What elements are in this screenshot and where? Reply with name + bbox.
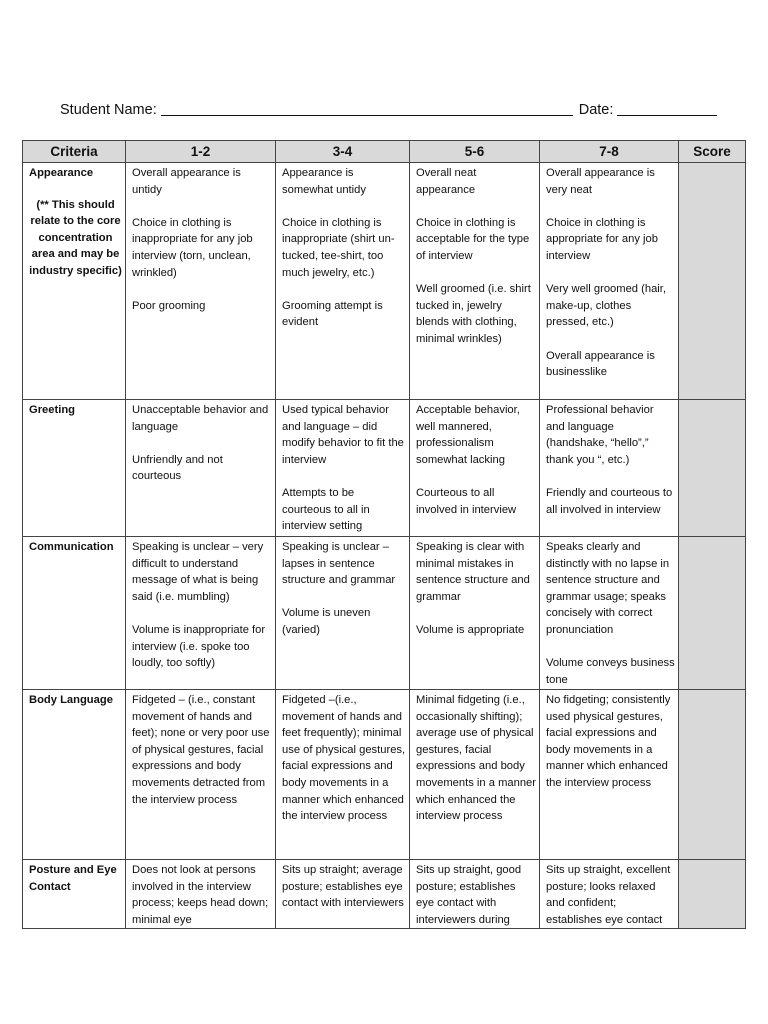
cell-text: Speaking is unclear – lapses in sentence structure and grammar — [282, 541, 396, 587]
rubric-cell — [276, 690, 410, 860]
rubric-cell — [540, 537, 679, 690]
header-score: Score — [679, 141, 746, 163]
score-cell[interactable] — [679, 163, 746, 400]
rubric-cell — [410, 860, 540, 929]
cell-text: Overall appearance is businesslike — [546, 349, 655, 379]
rubric-cell — [126, 400, 276, 537]
rubric-cell — [410, 163, 540, 400]
cell-text: Minimal fidgeting (i.e., occasionally shifting); average use of physical gestures, facial expressions and body movements in a manner which enhanced the interview process — [416, 694, 537, 823]
cell-text: No fidgeting; consistently used physical gestures, facial expressions and body movements in a manner which enhanced the interview process — [546, 694, 671, 789]
cell-text: Volume is appropriate — [416, 623, 525, 636]
header-score-5-6: 5-6 — [410, 141, 540, 163]
table-row — [23, 400, 746, 537]
cell-text: Does not look at persons involved in the interview process; keeps head down; minimal eye — [132, 864, 269, 926]
criteria-cell — [23, 537, 126, 690]
cell-text: Speaking is unclear – very difficult to understand message of what is being said (i.e. mumbling) — [132, 541, 264, 603]
cell-text: Choice in clothing is inappropriate (shirt un-tucked, tee-shirt, too much jewelry, etc.) — [282, 216, 395, 279]
score-cell[interactable] — [679, 690, 746, 860]
rubric-cell — [540, 860, 679, 929]
table-row — [23, 163, 746, 400]
cell-text: Appearance is somewhat untidy — [282, 167, 366, 196]
criteria-label: Communication — [29, 541, 114, 553]
criteria-cell — [23, 860, 126, 929]
rubric-cell — [276, 400, 410, 537]
student-name-field[interactable] — [161, 101, 573, 116]
cell-text: Courteous to all involved in interview — [416, 486, 517, 516]
cell-text: Choice in clothing is inappropriate for any job interview (torn, unclean, wrinkled) — [132, 216, 253, 279]
rubric-cell — [410, 690, 540, 860]
rubric-cell — [276, 537, 410, 690]
cell-text: Used typical behavior and language – did modify behavior to fit the interview — [282, 404, 404, 466]
header-score-7-8: 7-8 — [540, 141, 679, 163]
rubric-cell — [410, 400, 540, 537]
criteria-label: Greeting — [29, 404, 76, 416]
table-header-row — [23, 141, 746, 163]
rubric-cell — [276, 860, 410, 929]
criteria-label: Posture and Eye Contact — [29, 864, 117, 893]
cell-text: Overall appearance is untidy — [132, 167, 241, 196]
criteria-label: Body Language — [29, 694, 113, 706]
criteria-cell — [23, 400, 126, 537]
cell-text: Unfriendly and not courteous — [132, 453, 223, 483]
rubric-cell — [126, 860, 276, 929]
cell-text: Sits up straight; average posture; establishes eye contact with interviewers — [282, 864, 404, 910]
table-row — [23, 537, 746, 690]
cell-text: Very well groomed (hair, make-up, clothes pressed, etc.) — [546, 283, 667, 329]
student-header — [60, 96, 720, 118]
cell-text: Speaks clearly and distinctly with no lapse in sentence structure and grammar usage; speaks concisely with correct pronunciation — [546, 541, 670, 636]
cell-text: Volume conveys business tone — [546, 657, 675, 686]
rubric-cell — [126, 690, 276, 860]
interview-rubric-table — [22, 140, 746, 929]
cell-text: Choice in clothing is appropriate for any job interview — [546, 216, 658, 262]
cell-text: Well groomed (i.e. shirt tucked in, jewelry blends with clothing, minimal wrinkles) — [416, 283, 531, 345]
criteria-label: Appearance — [29, 167, 94, 179]
student-name-label: Student Name: — [60, 102, 157, 118]
rubric-cell — [410, 537, 540, 690]
cell-text: Acceptable behavior, well mannered, professionalism somewhat lacking — [416, 404, 520, 466]
date-label: Date: — [578, 102, 614, 118]
header-score-1-2: 1-2 — [126, 141, 276, 163]
cell-text: Overall appearance is very neat — [546, 167, 655, 196]
cell-text: Professional behavior and language (handshake, “hello”,” thank you “, etc.) — [546, 404, 654, 466]
cell-text: Fidgeted – (i.e., constant movement of hands and feet); none or very poor use of physical gestures, facial expressions and body movements detracted from the interview process — [132, 694, 270, 806]
cell-text: Attempts to be courteous to all in interview setting — [282, 486, 370, 533]
cell-text: Overall neat appearance — [416, 167, 477, 196]
cell-text: Fidgeted –(i.e., movement of hands and feet frequently); minimal use of physical gestures, facial expressions and body movements in a manner which enhanced the interview process — [282, 694, 406, 823]
rubric-cell — [276, 163, 410, 400]
cell-text: Poor grooming — [132, 299, 206, 312]
cell-text: Unacceptable behavior and language — [132, 404, 269, 433]
table-row — [23, 860, 746, 929]
cell-text: Sits up straight, good posture; establishes eye contact with interviewers during — [416, 864, 522, 926]
cell-text: Choice in clothing is acceptable for the type of interview — [416, 216, 530, 262]
score-cell[interactable] — [679, 400, 746, 537]
cell-text: Sits up straight, excellent posture; looks relaxed and confident; establishes eye contact — [546, 864, 671, 926]
criteria-cell — [23, 163, 126, 400]
header-criteria: Criteria — [23, 141, 126, 163]
score-cell[interactable] — [679, 860, 746, 929]
cell-text: Volume is uneven (varied) — [282, 607, 371, 636]
cell-text: Speaking is clear with minimal mistakes in sentence structure and grammar — [416, 541, 530, 603]
header-score-3-4: 3-4 — [276, 141, 410, 163]
cell-text: Friendly and courteous to all involved in interview — [546, 486, 673, 516]
criteria-cell — [23, 690, 126, 860]
rubric-cell — [540, 163, 679, 400]
table-row — [23, 690, 746, 860]
cell-text: Volume is inappropriate for interview (i.e. spoke too loudly, too softly) — [132, 623, 266, 670]
rubric-cell — [126, 537, 276, 690]
criteria-note: (** This should relate to the core concentration area and may be industry specific) — [29, 198, 122, 277]
cell-text: Grooming attempt is evident — [282, 299, 383, 329]
score-cell[interactable] — [679, 537, 746, 690]
date-field[interactable] — [617, 101, 717, 116]
rubric-cell — [126, 163, 276, 400]
rubric-cell — [540, 400, 679, 537]
rubric-cell — [540, 690, 679, 860]
